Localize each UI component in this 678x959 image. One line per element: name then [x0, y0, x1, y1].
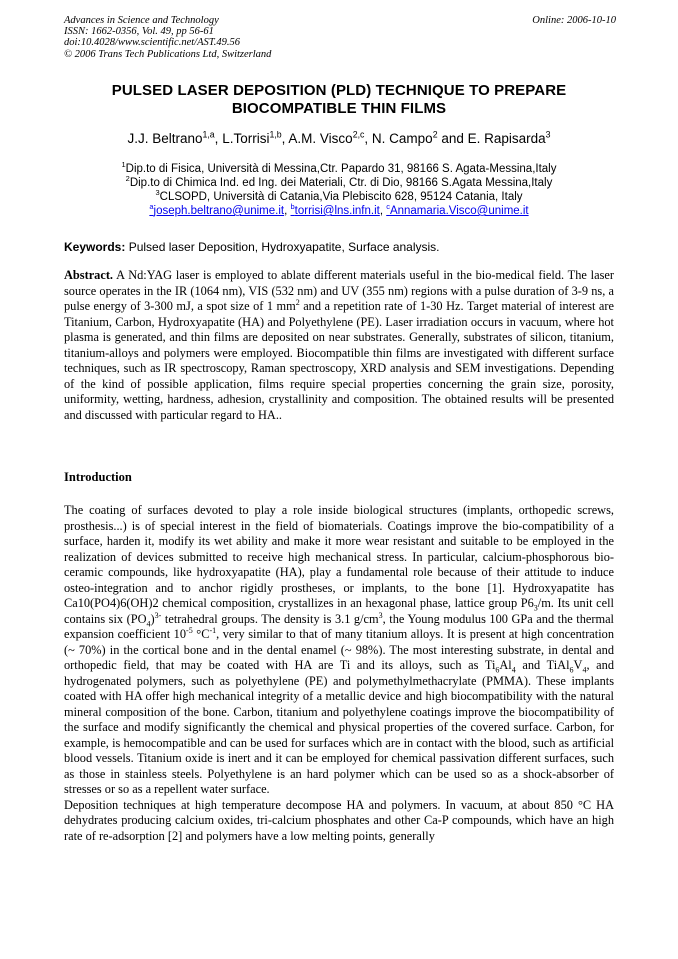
author-name: E. Rapisarda [467, 131, 546, 146]
author-name: J.J. Beltrano [127, 131, 203, 146]
email-mark: b [290, 202, 295, 212]
subscript: 3 [533, 603, 538, 613]
author-affiliation-mark: 1,a [202, 129, 215, 140]
affiliation-item [64, 190, 614, 204]
doi-line: doi:10.4028/www.scientific.net/AST.49.56 [64, 37, 241, 49]
paragraph-text: ) [150, 611, 155, 626]
paper-title [64, 82, 614, 118]
introduction-paragraph-2: Deposition techniques at high temperature decompose HA and polymers. In vacuum, at about 850 °C HA dehydrates producing calcium oxides, tri-calcium phosphates and other Ca-P compounds, which have an high rate of re-adsorption [2] and polymers have a low melting points, generally [64, 797, 614, 843]
email-link[interactable] [386, 202, 529, 217]
affiliation-mark: 1 [121, 160, 126, 170]
author-affiliation-mark: 2 [432, 129, 438, 140]
author-affiliation-mark: 1,b [269, 129, 282, 140]
affiliation-item [64, 176, 614, 190]
online-date: Online: 2006-10-10 [532, 15, 616, 26]
email-link[interactable] [149, 202, 285, 217]
paragraph-text: and TiAl [515, 658, 570, 672]
paragraph-text: chemical composition, crystallizes in an hexagonal phase, lattice group P6 [158, 596, 534, 610]
email-address: joseph.beltrano@unime.it [153, 205, 285, 217]
introduction-body [64, 503, 614, 844]
author-affiliation-mark: 3 [545, 129, 551, 140]
chemical-formula: Ca10(PO4)6(OH)2 [64, 596, 159, 610]
affiliation-text: CLSOPD, Università di Catania,Via Plebiscito 628, 95124 Catania, Italy [159, 191, 523, 203]
author-name: N. Campo [371, 131, 433, 146]
paragraph-text: °C [192, 627, 210, 641]
author-list [64, 130, 614, 148]
paragraph-text: V [573, 658, 583, 672]
author-affiliation-mark: 2,c [352, 129, 365, 140]
superscript: 3 [378, 610, 383, 620]
title-line-1: PULSED LASER DEPOSITION (PLD) TECHNIQUE TO PREPARE [111, 82, 567, 99]
author-name: L.Torrisi [222, 131, 270, 146]
affiliation-list [64, 162, 614, 218]
affiliation-mark: 2 [125, 174, 130, 184]
keywords-text: Pulsed laser Deposition, Hydroxyapatite, Surface analysis. [125, 240, 440, 254]
email-mark: a [149, 202, 154, 212]
subscript: 6 [495, 665, 500, 675]
unit-superscript: 2 [295, 297, 300, 307]
email-list: $^a$joseph.beltrano@unime.it, $^b$torrisi@lns.infn.it, $^c$Annamaria.Visco@unime.it [149, 202, 529, 217]
superscript: -1 [209, 625, 217, 635]
email-link[interactable] [290, 202, 380, 217]
affiliation-mark: 3 [155, 188, 160, 198]
introduction-paragraph-1 [64, 503, 614, 798]
paragraph-text: /m. Its unit cell contains six (PO [64, 596, 614, 626]
keywords-label: Keywords: [64, 240, 126, 254]
subscript: 4 [146, 618, 151, 628]
author-separator: , [281, 131, 289, 146]
author-separator: , [214, 131, 223, 146]
abstract-paragraph [64, 268, 614, 423]
subscript: 6 [569, 665, 574, 675]
publication-header [64, 15, 271, 60]
affiliation-text: Dip.to di Chimica Ind. ed Ing. dei Materiali, Ctr. di Dio, 98166 S.Agata Messina,Italy [129, 177, 553, 189]
author-separator: and [437, 131, 468, 146]
superscript: -5 [186, 625, 193, 635]
journal-name: Advances in Science and Technology [64, 15, 219, 26]
abstract-text: and a repetition rate of 1-30 Hz. Target material of interest are Titanium, Carbon, Hydroxyapatite (HA) and Polyethylene (PE). Laser irradiation occurs in vacuum, where hot plasma is generated, and thin films are deposited on near substrates. Generally, substrates of silicon, titanium, titanium-alloys and polymers were employed. Biocompatible thin films are investigated with different surface techniques, such as IR spectroscopy, Raman spectroscopy, XRD analysis and SEM investigations. Depending of the kind of possible application, films require special properties concerning the grain size, porosity, uniformity, wetting, hardness, adhesion, crystallinity and composition. The obtained results will be presented and discussed with particular regard to HA.. [64, 299, 614, 422]
paragraph-text: , the Young modulus 100 GPa and the thermal expansion coefficient 10 [64, 611, 614, 641]
email-address: Annamaria.Visco@unime.it [389, 205, 529, 217]
paragraph-text: , very similar to that of many titanium alloys. It is present at high concentration (~ 70%) in the cortical bone and in the dental enamel (~ 98%). The most interesting substrate, in dental and orthopedic field, that may be coated with HA are Ti and its alloys, such as Ti [64, 627, 614, 672]
paragraph-text: tetrahedral groups. The density is 3.1 g/cm [161, 611, 379, 626]
email-mark: c [386, 202, 390, 212]
keywords-line [64, 240, 614, 254]
affiliation-text: Dip.to di Fisica, Università di Messina,Ctr. Papardo 31, 98166 S. Agata-Messina,Italy [125, 163, 557, 175]
section-heading-introduction: Introduction [64, 470, 132, 484]
email-address: torrisi@lns.infn.it [294, 205, 380, 217]
paragraph-text: , and hydrogenated polymers, such as polyethylene (PE) and polymethylmethacrylate (PMMA). These implants coated with HA offer high mechanical integrity of a metallic device and high biocompatibility with the natural mineral composition of the bone. Carbon, titanium and polyethylene coatings improve the biocompatibility of the surface and modify significantly the chemical and physical properties of the covered surface. Carbon, for example, is hemocompatible and can be used for surfaces which are in contact with the blood, such as artificial blood vessels. Titanium oxide is inert and it can be employed for chemical passivation different surfaces, such as those in stainless steels. Polyethylene is an hard polymer which can be used so as a shock-absorber of stresses or so as a repellent water surface. [64, 658, 614, 796]
abstract-label: Abstract. [64, 268, 114, 282]
issn-line: ISSN: 1662-0356, Vol. 49, pp 56-61 [64, 26, 214, 38]
author-separator: , [364, 131, 372, 146]
subscript: 4 [582, 665, 587, 675]
paragraph-text: The coating of surfaces devoted to play a role inside biological structures (implants, orthopedic screws, prosthesis...) is of special interest in the field of biomaterials. Coatings improve the bio-compatibility of a surface, harden it, modify its wet ability and make it more wear resistant and suitable to be employed in the realization of devices submitted to receive high mechanical stress. In particular, calcium-phosphorous bio-ceramic compounds, like hydroxyapatite (HA), play a fundamental role because of their attitude to induce osteo-integration and to anchor rigidly prostheses, or implants, to the bone [1]. Hydroxyapatite has [64, 503, 614, 595]
abstract-text: A Nd:YAG laser is employed to ablate different materials useful in the bio-medical field. The laser source operates in the IR (1064 nm), VIS (532 nm) and UV (355 nm) regions with a pulse duration of 3-9 ns, a pulse energy of 3-300 mJ, a spot size of 1 mm [64, 268, 614, 313]
subscript: 4 [511, 665, 516, 675]
affiliation-item [64, 162, 614, 176]
author-name: A.M. Visco [288, 131, 353, 146]
superscript: 3- [154, 610, 162, 620]
paragraph-text: Al [499, 658, 512, 672]
copyright-line: © 2006 Trans Tech Publications Ltd, Switzerland [64, 48, 272, 60]
title-line-2: BIOCOMPATIBLE THIN FILMS [231, 100, 447, 117]
